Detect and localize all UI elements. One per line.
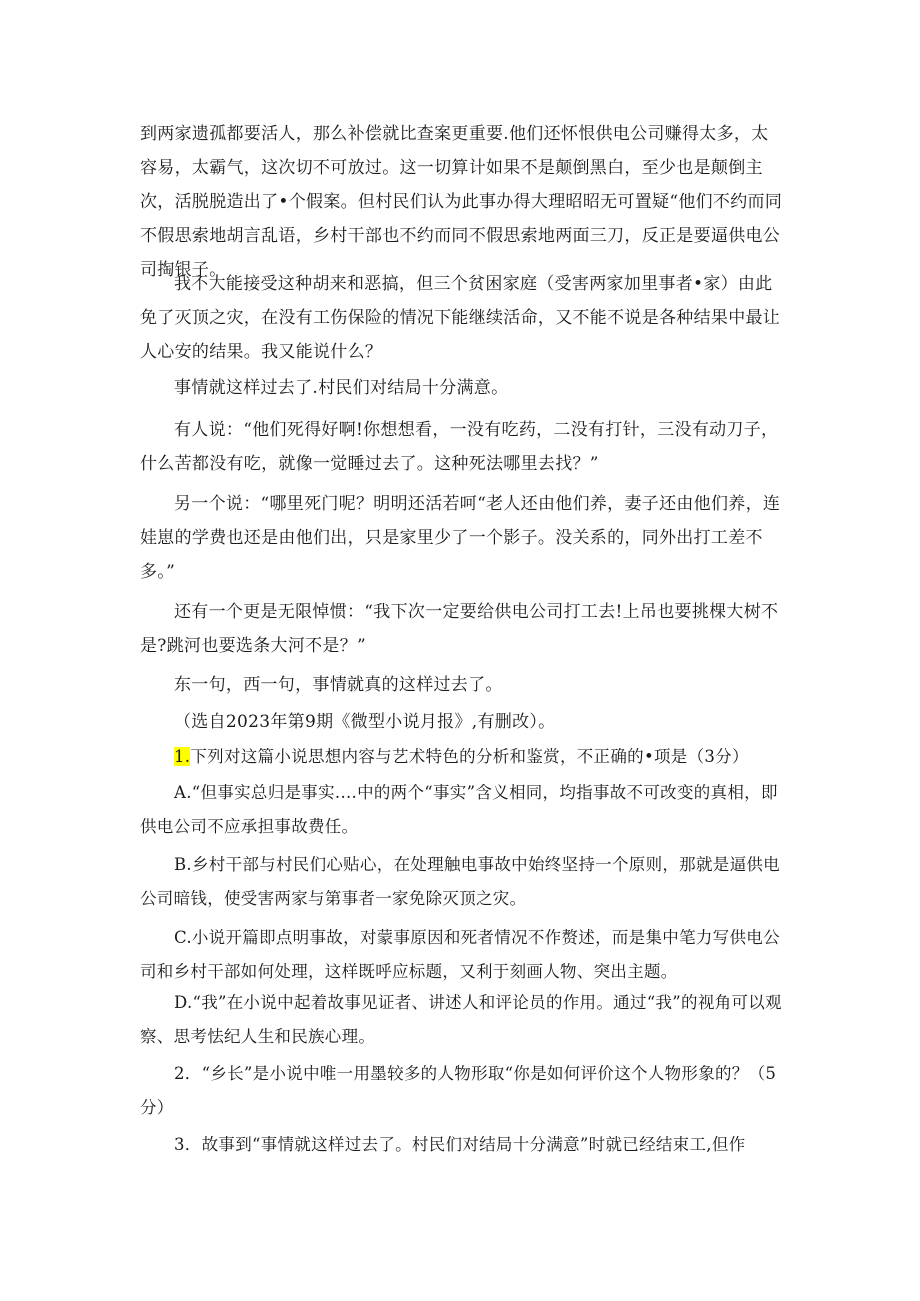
paragraph-4: 有人说：“他们死得好啊!你想想看，一没有吃药，二没有打针，三没有动刀子，什么苦都没有吃，就像一觉睡过去了。这种死法哪里去找？” — [140, 420, 779, 474]
question-2: 2．“乡长”是小说中唯一用墨较多的人物形取“你是如何评价这个人物形象的？（5分） — [140, 1064, 777, 1117]
paragraph-3: 事情就这样过去了.村民们对结局十分满意。 — [174, 378, 509, 398]
question-3: 3．故事到“事情就这样过去了。村民们对结局十分满意”时就已经结束工,但作 — [174, 1135, 746, 1154]
paragraph-1: 到两家遗孤都要活人，那么补偿就比查案更重要.他们还怀恨供电公司赚得太多，太容易，太霸气，这次切不可放过。这一切算计如果不是颠倒黑白，至少也是颠倒主次，活脱脱造出了•个假案。但村民们认为此事办得大理昭昭无可置疑“他们不约而同不假思索地胡言乱语，乡村干部也不约而同不假思索地两面三刀，反正是要逼供电公司掏银子。 — [140, 124, 783, 280]
option-d: D.“我”在小说中起着故事见证者、讲述人和评论员的作用。通过“我”的视角可以观察、思考怯纪人生和民族心理。 — [140, 993, 782, 1046]
paragraph-2: 我不大能接受这种胡来和恶搞，但三个贫困家庭（受害两家加里事者•家）由此免了灭顶之灾，在没有工伤保险的情况下能继续活命，又不能不说是各种结果中最让人心安的结果。我又能说什么？ — [140, 274, 781, 362]
paragraph-7: 东一句，西一句，事情就真的这样过去了。 — [174, 675, 503, 695]
paragraph-5: 另一个说：“哪里死门呢？明明还活若呵“老人还由他们养，妻子还由他们养，连娃崽的学费也还是由他们出，只是家里少了一个影子。没关系的，同外出打工差不多。” — [140, 494, 781, 582]
option-b: B.乡村干部与村民们心贴心，在处理触电事故中始终坚持一个原则，那就是逼供电公司暗钱，使受害两家与第事者一家免除灭顶之灾。 — [140, 855, 780, 908]
source-citation: （选自2023年第9期《微型小说月报》,有删改）。 — [174, 712, 556, 732]
question-1-number: 1. — [174, 747, 191, 766]
option-c: C.小说开篇即点明事故，对蒙事原因和死者情况不作赘述，而是集中笔力写供电公司和乡村干部如何处理，这样既呼应标题，又利于刻画人物、突出主题。 — [140, 928, 780, 981]
question-1 — [140, 740, 785, 774]
option-a: A.“但事实总归是事实....中的两个“事实”含义相同，均指事故不可改变的真相，即供电公司不应承担事故费任。 — [140, 783, 778, 836]
question-1-text: 下列对这篇小说思想内容与艺术特色的分析和鉴赏，不正确的•项是（3分） — [190, 747, 749, 766]
paragraph-6: 还有一个更是无限悼惯：“我下次一定要给供电公司打工去!上吊也要挑棵大树不是?跳河也要选条大河不是？” — [140, 602, 779, 656]
